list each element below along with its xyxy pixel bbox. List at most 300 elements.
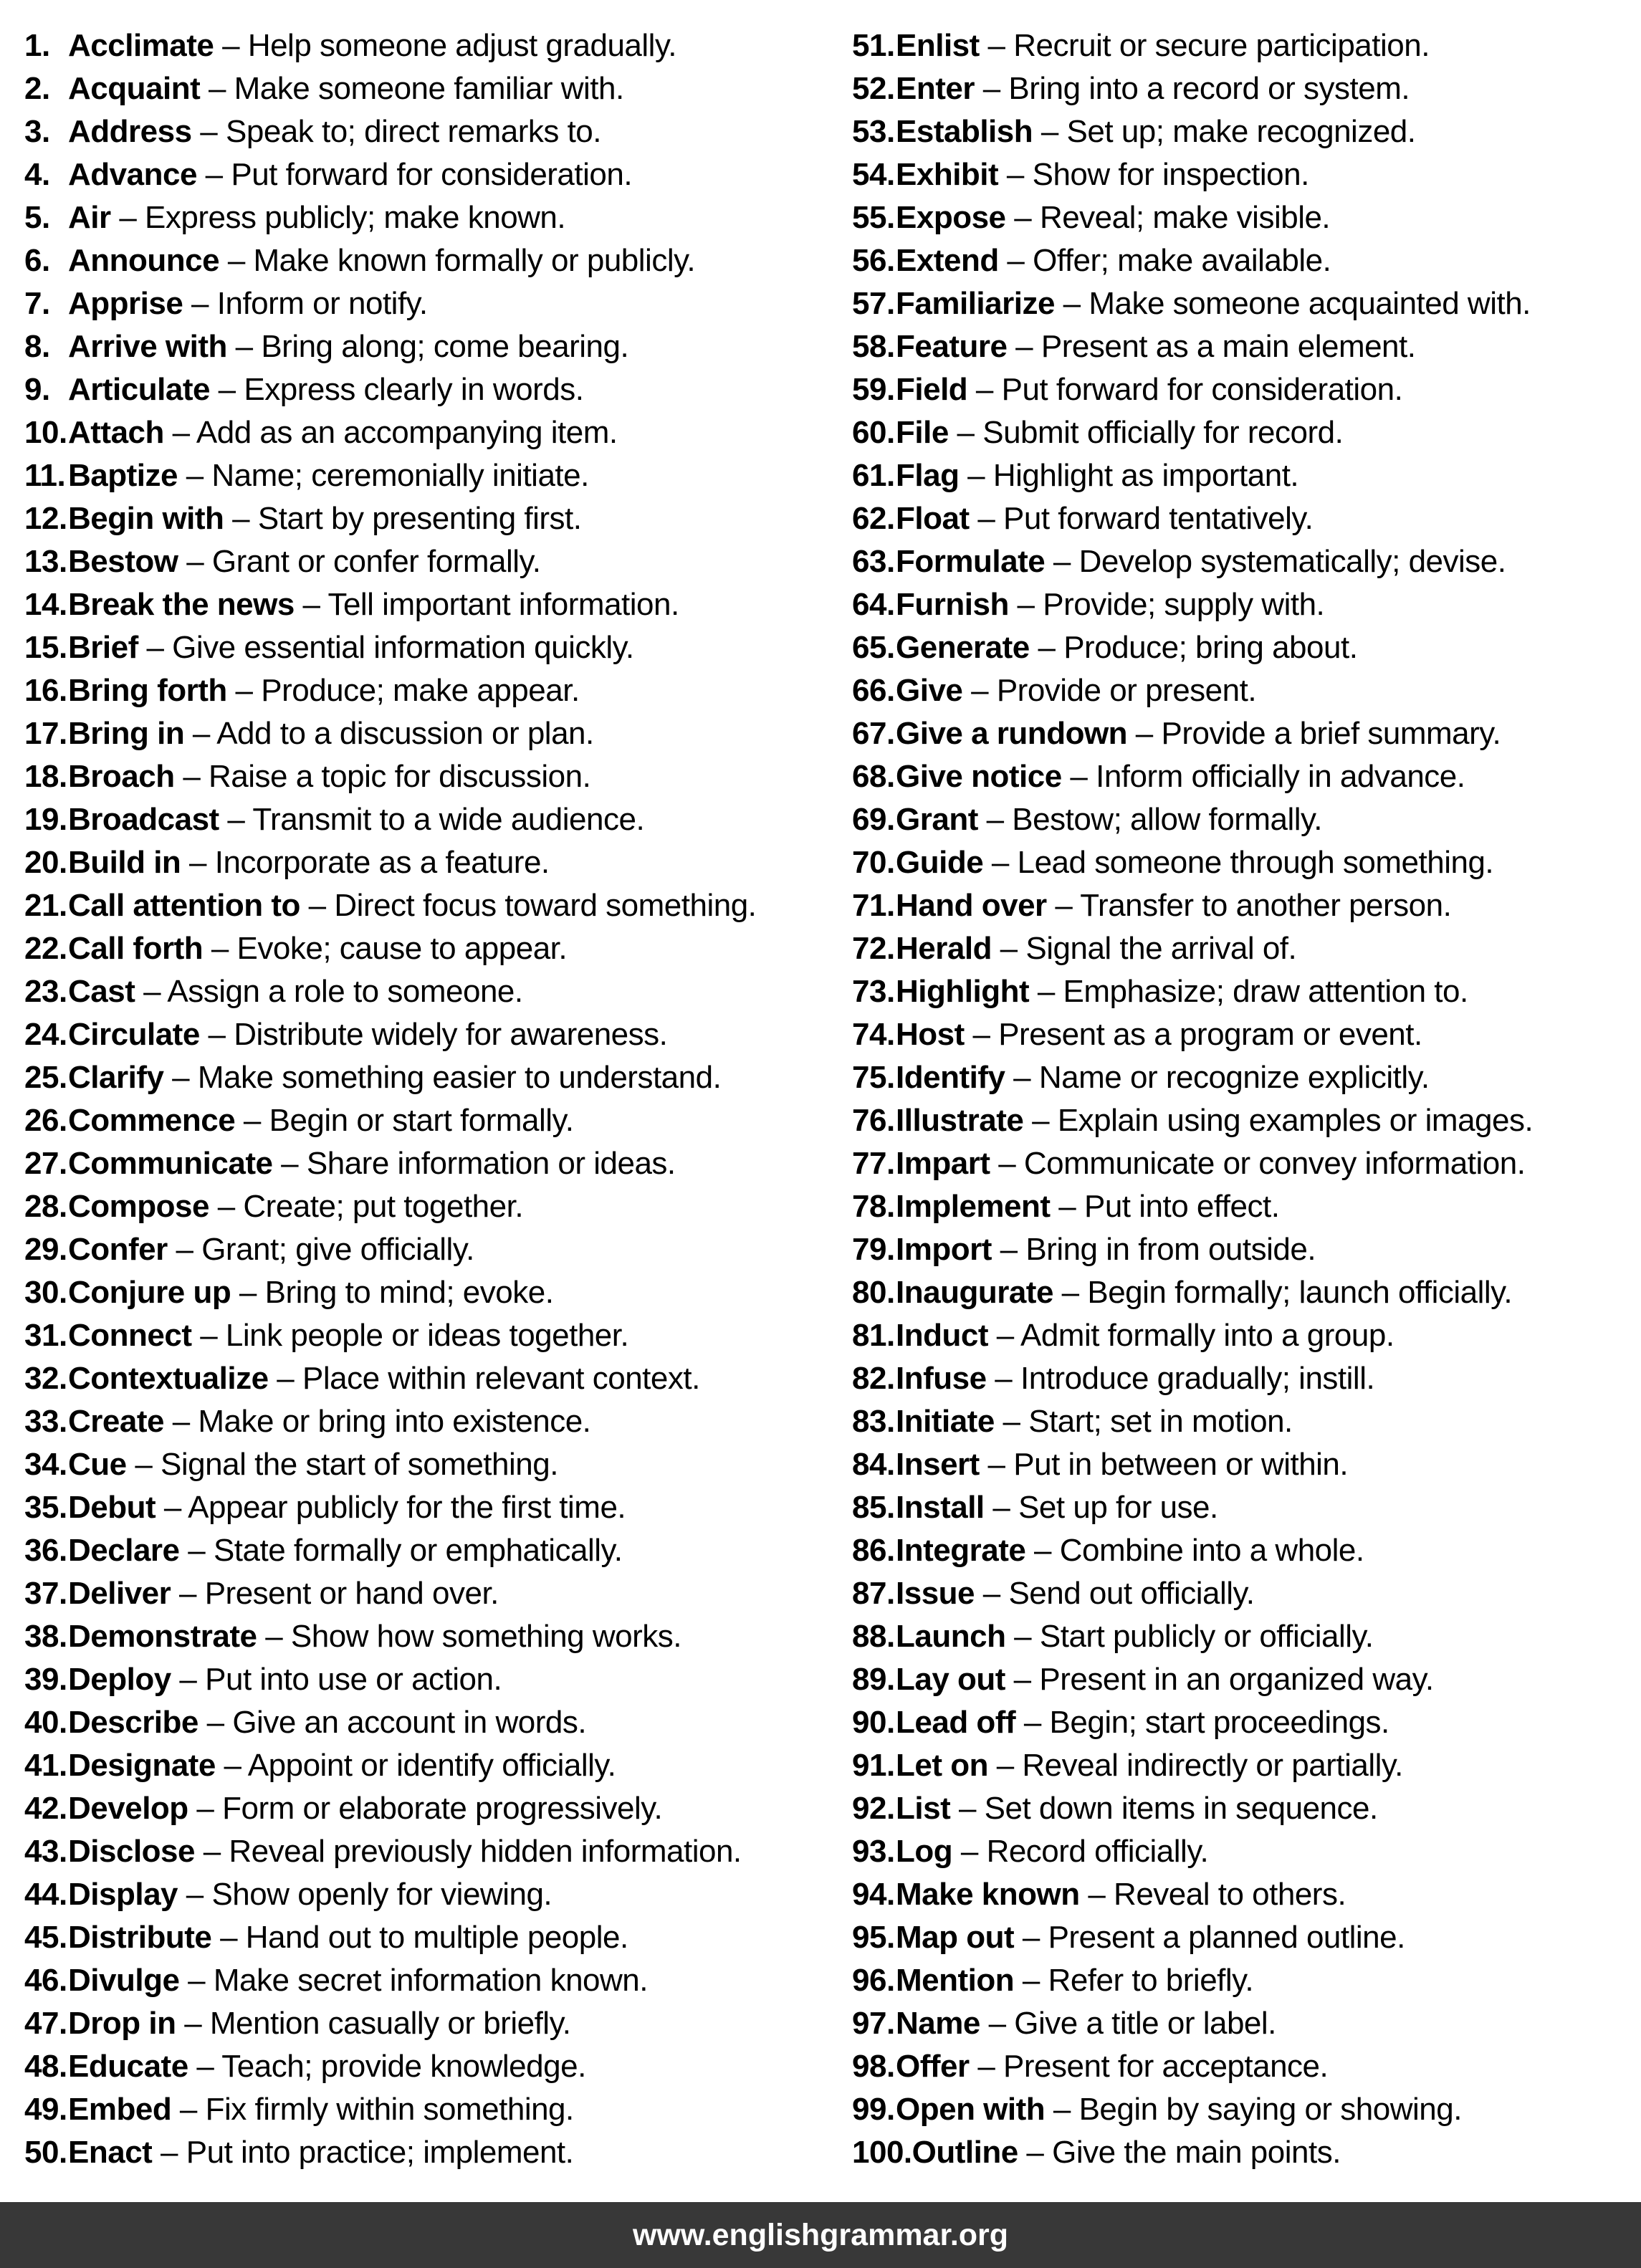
item-number: 22. [24, 931, 67, 966]
item-separator: – [1029, 630, 1064, 665]
item-term: Map out [896, 1920, 1015, 1955]
item-definition: Inform officially in advance. [1096, 759, 1465, 794]
list-item [852, 110, 1641, 153]
item-separator: – [1007, 329, 1041, 364]
list-item [24, 24, 820, 67]
item-definition: Tell important information. [327, 587, 679, 622]
item-definition: Make someone familiar with. [234, 71, 624, 106]
item-term: Articulate [68, 372, 210, 407]
item-term: Commence [68, 1103, 236, 1138]
item-separator: – [156, 1490, 188, 1525]
item-separator: – [200, 71, 234, 106]
item-term: Induct [896, 1318, 988, 1353]
item-text [68, 1486, 626, 1529]
item-number: 95. [852, 1920, 895, 1955]
list-item [24, 798, 820, 841]
item-definition: Raise a topic for discussion. [209, 759, 591, 794]
item-text [68, 153, 632, 196]
item-definition: Bring along; come bearing. [261, 329, 629, 364]
item-separator: – [224, 501, 258, 536]
item-number: 61. [852, 458, 895, 493]
item-text [68, 884, 756, 927]
list-item [24, 1916, 820, 1959]
list-item [24, 1787, 820, 1830]
list-item [24, 1486, 820, 1529]
item-term: Designate [68, 1748, 216, 1783]
item-separator: – [1005, 1619, 1040, 1654]
item-number: 47. [24, 2006, 67, 2041]
list-item [852, 669, 1641, 712]
item-separator: – [1045, 544, 1079, 579]
item-number: 91. [852, 1748, 895, 1783]
item-text [896, 1357, 1374, 1400]
item-number: 9. [24, 372, 50, 407]
item-term: Break the news [68, 587, 295, 622]
list-item [852, 1873, 1641, 1916]
item-number: 6. [24, 243, 50, 278]
item-separator: – [969, 501, 1004, 536]
list-item [24, 67, 820, 110]
item-number: 28. [24, 1189, 67, 1224]
item-number: 43. [24, 1834, 67, 1869]
item-number: 59. [852, 372, 895, 407]
item-definition: Signal the arrival of. [1025, 931, 1297, 966]
item-term: Mention [896, 1963, 1015, 1998]
item-text [896, 1486, 1218, 1529]
item-definition: Give a title or label. [1014, 2006, 1276, 2041]
item-term: Field [896, 372, 968, 407]
item-text [896, 1228, 1316, 1271]
list-item [852, 1701, 1641, 1744]
item-term: Attach [68, 415, 164, 450]
item-text [896, 1056, 1430, 1099]
item-separator: – [152, 2135, 186, 2170]
item-separator: – [174, 759, 209, 794]
item-separator: – [179, 1533, 214, 1568]
list-item [852, 1314, 1641, 1357]
item-definition: Fix firmly within something. [205, 2092, 574, 2127]
item-definition: Give an account in words. [232, 1705, 587, 1740]
item-number: 7. [24, 286, 50, 321]
item-number: 8. [24, 329, 50, 364]
item-separator: – [171, 2092, 206, 2127]
item-number: 48. [24, 2049, 67, 2084]
item-separator: – [1029, 974, 1063, 1009]
list-item [852, 1400, 1641, 1443]
item-term: Implement [896, 1189, 1051, 1224]
item-term: Demonstrate [68, 1619, 257, 1654]
item-term: Describe [68, 1705, 198, 1740]
item-separator: – [203, 931, 237, 966]
item-term: Make known [896, 1877, 1080, 1912]
list-item [24, 2088, 820, 2131]
item-number: 84. [852, 1447, 895, 1482]
item-separator: – [171, 1662, 206, 1697]
item-number: 64. [852, 587, 895, 622]
item-term: Build in [68, 845, 181, 880]
list-item [852, 282, 1641, 325]
item-term: Divulge [68, 1963, 180, 1998]
item-number: 97. [852, 2006, 895, 2041]
list-item [24, 239, 820, 282]
item-text [68, 67, 624, 110]
item-definition: Inform or notify. [216, 286, 428, 321]
item-definition: Provide or present. [996, 673, 1257, 708]
item-definition: Name or recognize explicitly. [1038, 1060, 1430, 1095]
item-number: 89. [852, 1662, 895, 1697]
list-item [852, 239, 1641, 282]
item-definition: Bring in from outside. [1025, 1232, 1316, 1267]
list-item [852, 2045, 1641, 2088]
item-definition: Set up for use. [1018, 1490, 1218, 1525]
item-separator: – [984, 1490, 1019, 1525]
item-text [68, 325, 628, 368]
item-number: 40. [24, 1705, 67, 1740]
item-number: 26. [24, 1103, 67, 1138]
item-text [68, 454, 589, 497]
list-item [852, 2088, 1641, 2131]
item-text [68, 2002, 571, 2045]
item-number: 20. [24, 845, 67, 880]
item-definition: Assign a role to someone. [167, 974, 523, 1009]
item-text [896, 24, 1430, 67]
item-term: Lead off [896, 1705, 1016, 1740]
item-number: 85. [852, 1490, 895, 1525]
item-number: 19. [24, 802, 67, 837]
list-item [852, 755, 1641, 798]
item-text [896, 1658, 1434, 1701]
item-number: 96. [852, 1963, 895, 1998]
item-separator: – [964, 1017, 999, 1052]
item-separator: – [1033, 114, 1067, 149]
item-number: 54. [852, 157, 895, 192]
item-text [68, 1185, 523, 1228]
item-text [896, 669, 1256, 712]
item-number: 46. [24, 1963, 67, 1998]
item-text [896, 1959, 1253, 2002]
list-item [852, 1443, 1641, 1486]
item-number: 16. [24, 673, 67, 708]
item-number: 24. [24, 1017, 67, 1052]
item-definition: Produce; bring about. [1063, 630, 1358, 665]
item-separator: – [294, 587, 328, 622]
item-definition: Submit officially for record. [982, 415, 1344, 450]
item-text [896, 1701, 1389, 1744]
item-term: Infuse [896, 1361, 987, 1396]
item-separator: – [194, 1834, 229, 1869]
item-text [68, 1916, 628, 1959]
item-separator: – [1045, 2092, 1079, 2127]
item-separator: – [257, 1619, 291, 1654]
item-term: Feature [896, 329, 1008, 364]
item-text [896, 411, 1343, 454]
item-text [896, 1873, 1346, 1916]
item-definition: Hand out to multiple people. [245, 1920, 628, 1955]
item-separator: – [163, 1404, 198, 1439]
item-text [896, 1744, 1403, 1787]
item-number: 30. [24, 1275, 67, 1310]
item-separator: – [952, 1834, 987, 1869]
list-item [852, 1228, 1641, 1271]
list-item [852, 1959, 1641, 2002]
item-number: 68. [852, 759, 895, 794]
item-number: 83. [852, 1404, 895, 1439]
item-definition: Combine into a whole. [1059, 1533, 1364, 1568]
item-number: 36. [24, 1533, 67, 1568]
item-text [896, 454, 1298, 497]
list-item [852, 1787, 1641, 1830]
item-definition: Give the main points. [1052, 2135, 1341, 2170]
item-term: Inaugurate [896, 1275, 1053, 1310]
item-definition: Put into practice; implement. [186, 2135, 574, 2170]
item-separator: – [962, 673, 997, 708]
item-text [68, 1701, 586, 1744]
item-number: 51. [852, 28, 895, 63]
item-text [68, 1443, 558, 1486]
item-definition: Start by presenting first. [257, 501, 582, 536]
item-number: 44. [24, 1877, 67, 1912]
item-text [896, 1529, 1364, 1572]
item-term: Air [68, 200, 111, 235]
item-separator: – [179, 1963, 214, 1998]
list-item [852, 583, 1641, 626]
item-separator: – [196, 157, 231, 192]
item-definition: Begin formally; launch officially. [1087, 1275, 1513, 1310]
item-definition: Speak to; direct remarks to. [226, 114, 601, 149]
item-text [68, 2045, 586, 2088]
item-term: List [896, 1791, 951, 1826]
item-separator: – [979, 1447, 1014, 1482]
column-right [820, 24, 1641, 2174]
item-number: 73. [852, 974, 895, 1009]
item-number: 55. [852, 200, 895, 235]
item-separator: – [191, 1318, 226, 1353]
item-number: 86. [852, 1533, 895, 1568]
list-item [852, 1572, 1641, 1615]
item-separator: – [215, 1748, 248, 1783]
item-number: 35. [24, 1490, 67, 1525]
item-number: 10. [24, 415, 67, 450]
list-item [852, 1529, 1641, 1572]
item-number: 77. [852, 1146, 895, 1181]
item-term: Insert [896, 1447, 980, 1482]
item-separator: – [209, 1189, 244, 1224]
item-number: 53. [852, 114, 895, 149]
item-term: Advance [68, 157, 197, 192]
item-definition: Introduce gradually; instill. [1020, 1361, 1375, 1396]
list-item [24, 1959, 820, 2002]
item-term: Broach [68, 759, 175, 794]
item-separator: – [998, 157, 1033, 192]
list-item [852, 1271, 1641, 1314]
item-number: 75. [852, 1060, 895, 1095]
item-number: 12. [24, 501, 67, 536]
item-term: Herald [896, 931, 992, 966]
item-number: 11. [24, 458, 66, 493]
list-item [852, 1099, 1641, 1142]
list-item [24, 1658, 820, 1701]
list-item [24, 282, 820, 325]
item-definition: Offer; make available. [1033, 243, 1331, 278]
list-item [852, 2002, 1641, 2045]
item-number: 99. [852, 2092, 895, 2127]
item-term: Identify [896, 1060, 1005, 1095]
item-separator: – [1015, 1705, 1050, 1740]
item-definition: Help someone adjust gradually. [247, 28, 676, 63]
item-definition: Create; put together. [243, 1189, 524, 1224]
item-separator: – [1050, 1189, 1084, 1224]
item-term: Enact [68, 2135, 153, 2170]
item-definition: Grant or confer formally. [211, 544, 541, 579]
item-separator: – [983, 845, 1018, 880]
item-definition: Add to a discussion or plan. [216, 716, 594, 751]
item-term: Establish [896, 114, 1033, 149]
list-item [852, 712, 1641, 755]
item-separator: – [991, 1232, 1026, 1267]
item-definition: Reveal indirectly or partially. [1022, 1748, 1403, 1783]
item-term: Highlight [896, 974, 1030, 1009]
item-definition: Set down items in sequence. [984, 1791, 1378, 1826]
list-item [24, 1013, 820, 1056]
item-term: Bring forth [68, 673, 227, 708]
item-text [896, 1314, 1394, 1357]
item-separator: – [188, 2049, 222, 2084]
list-item [24, 1529, 820, 1572]
item-separator: – [967, 372, 1002, 407]
item-term: Furnish [896, 587, 1009, 622]
item-definition: Send out officially. [1008, 1576, 1255, 1611]
item-definition: Begin; start proceedings. [1049, 1705, 1389, 1740]
item-separator: – [1005, 200, 1040, 235]
list-item [24, 1357, 820, 1400]
item-definition: Express publicly; make known. [145, 200, 566, 235]
item-separator: – [188, 1791, 223, 1826]
item-separator: – [231, 1275, 265, 1310]
item-text [896, 970, 1468, 1013]
item-term: Bring in [68, 716, 185, 751]
item-text [68, 368, 583, 411]
list-item [24, 497, 820, 540]
item-text [68, 411, 618, 454]
item-definition: Reveal to others. [1114, 1877, 1346, 1912]
item-number: 33. [24, 1404, 67, 1439]
list-item [24, 970, 820, 1013]
item-separator: – [991, 931, 1026, 966]
item-term: Baptize [68, 458, 178, 493]
list-item [852, 884, 1641, 927]
item-separator: – [110, 200, 145, 235]
item-text [68, 1959, 648, 2002]
item-term: Clarify [68, 1060, 164, 1095]
item-separator: – [135, 974, 168, 1009]
list-item [24, 1701, 820, 1744]
item-term: Give notice [896, 759, 1062, 794]
item-definition: Incorporate as a feature. [214, 845, 550, 880]
item-term: Enlist [896, 28, 980, 63]
item-number: 14. [24, 587, 67, 622]
item-separator: – [1005, 1662, 1040, 1697]
list-item [24, 712, 820, 755]
list-item [24, 1099, 820, 1142]
list-item [852, 67, 1641, 110]
list-item [852, 1013, 1641, 1056]
item-text [896, 2088, 1462, 2131]
item-separator: – [987, 1748, 1023, 1783]
item-term: Guide [896, 845, 984, 880]
item-text [896, 1615, 1374, 1658]
item-text [68, 1615, 681, 1658]
item-definition: State formally or emphatically. [213, 1533, 623, 1568]
item-text [896, 239, 1331, 282]
item-text [68, 1056, 721, 1099]
item-term: Call forth [68, 931, 204, 966]
item-separator: – [171, 1576, 205, 1611]
item-text [896, 1830, 1208, 1873]
item-text [68, 1314, 628, 1357]
item-term: Install [896, 1490, 985, 1525]
item-text [68, 1744, 616, 1787]
item-number: 87. [852, 1576, 895, 1611]
item-separator: – [300, 888, 335, 923]
item-definition: Communicate or convey information. [1023, 1146, 1526, 1181]
list-item [24, 1314, 820, 1357]
item-definition: Refer to briefly. [1048, 1963, 1254, 1998]
item-number: 69. [852, 802, 895, 837]
item-separator: – [980, 2006, 1015, 2041]
item-definition: Make secret information known. [213, 1963, 648, 1998]
item-number: 80. [852, 1275, 895, 1310]
item-text [68, 1400, 590, 1443]
item-text [896, 583, 1324, 626]
item-term: Acclimate [68, 28, 214, 63]
item-number: 32. [24, 1361, 67, 1396]
item-definition: Show how something works. [290, 1619, 681, 1654]
item-term: Log [896, 1834, 953, 1869]
item-number: 88. [852, 1619, 895, 1654]
item-term: Apprise [68, 286, 183, 321]
item-definition: Begin by saying or showing. [1078, 2092, 1462, 2127]
item-term: Extend [896, 243, 999, 278]
list-item [852, 24, 1641, 67]
item-text [896, 1185, 1279, 1228]
item-term: Deliver [68, 1576, 171, 1611]
item-definition: Present or hand over. [204, 1576, 499, 1611]
item-term: Announce [68, 243, 220, 278]
item-text [896, 497, 1313, 540]
item-term: Exhibit [896, 157, 999, 192]
item-number: 93. [852, 1834, 895, 1869]
footer-bar [0, 2202, 1641, 2268]
item-number: 98. [852, 2049, 895, 2084]
item-term: Float [896, 501, 970, 536]
list-item [852, 1142, 1641, 1185]
item-term: Deploy [68, 1662, 171, 1697]
item-text [68, 196, 565, 239]
item-text [68, 712, 594, 755]
item-definition: Mention casually or briefly. [209, 2006, 571, 2041]
item-separator: – [272, 1146, 307, 1181]
footer-url: www.englishgrammar.org [632, 2217, 1009, 2252]
item-text [896, 927, 1296, 970]
item-separator: – [1014, 1920, 1048, 1955]
item-term: Disclose [68, 1834, 195, 1869]
item-text [896, 626, 1357, 669]
item-term: Enter [896, 71, 975, 106]
item-number: 71. [852, 888, 895, 923]
item-definition: Present as a main element. [1040, 329, 1416, 364]
list-item [24, 626, 820, 669]
list-item [852, 411, 1641, 454]
